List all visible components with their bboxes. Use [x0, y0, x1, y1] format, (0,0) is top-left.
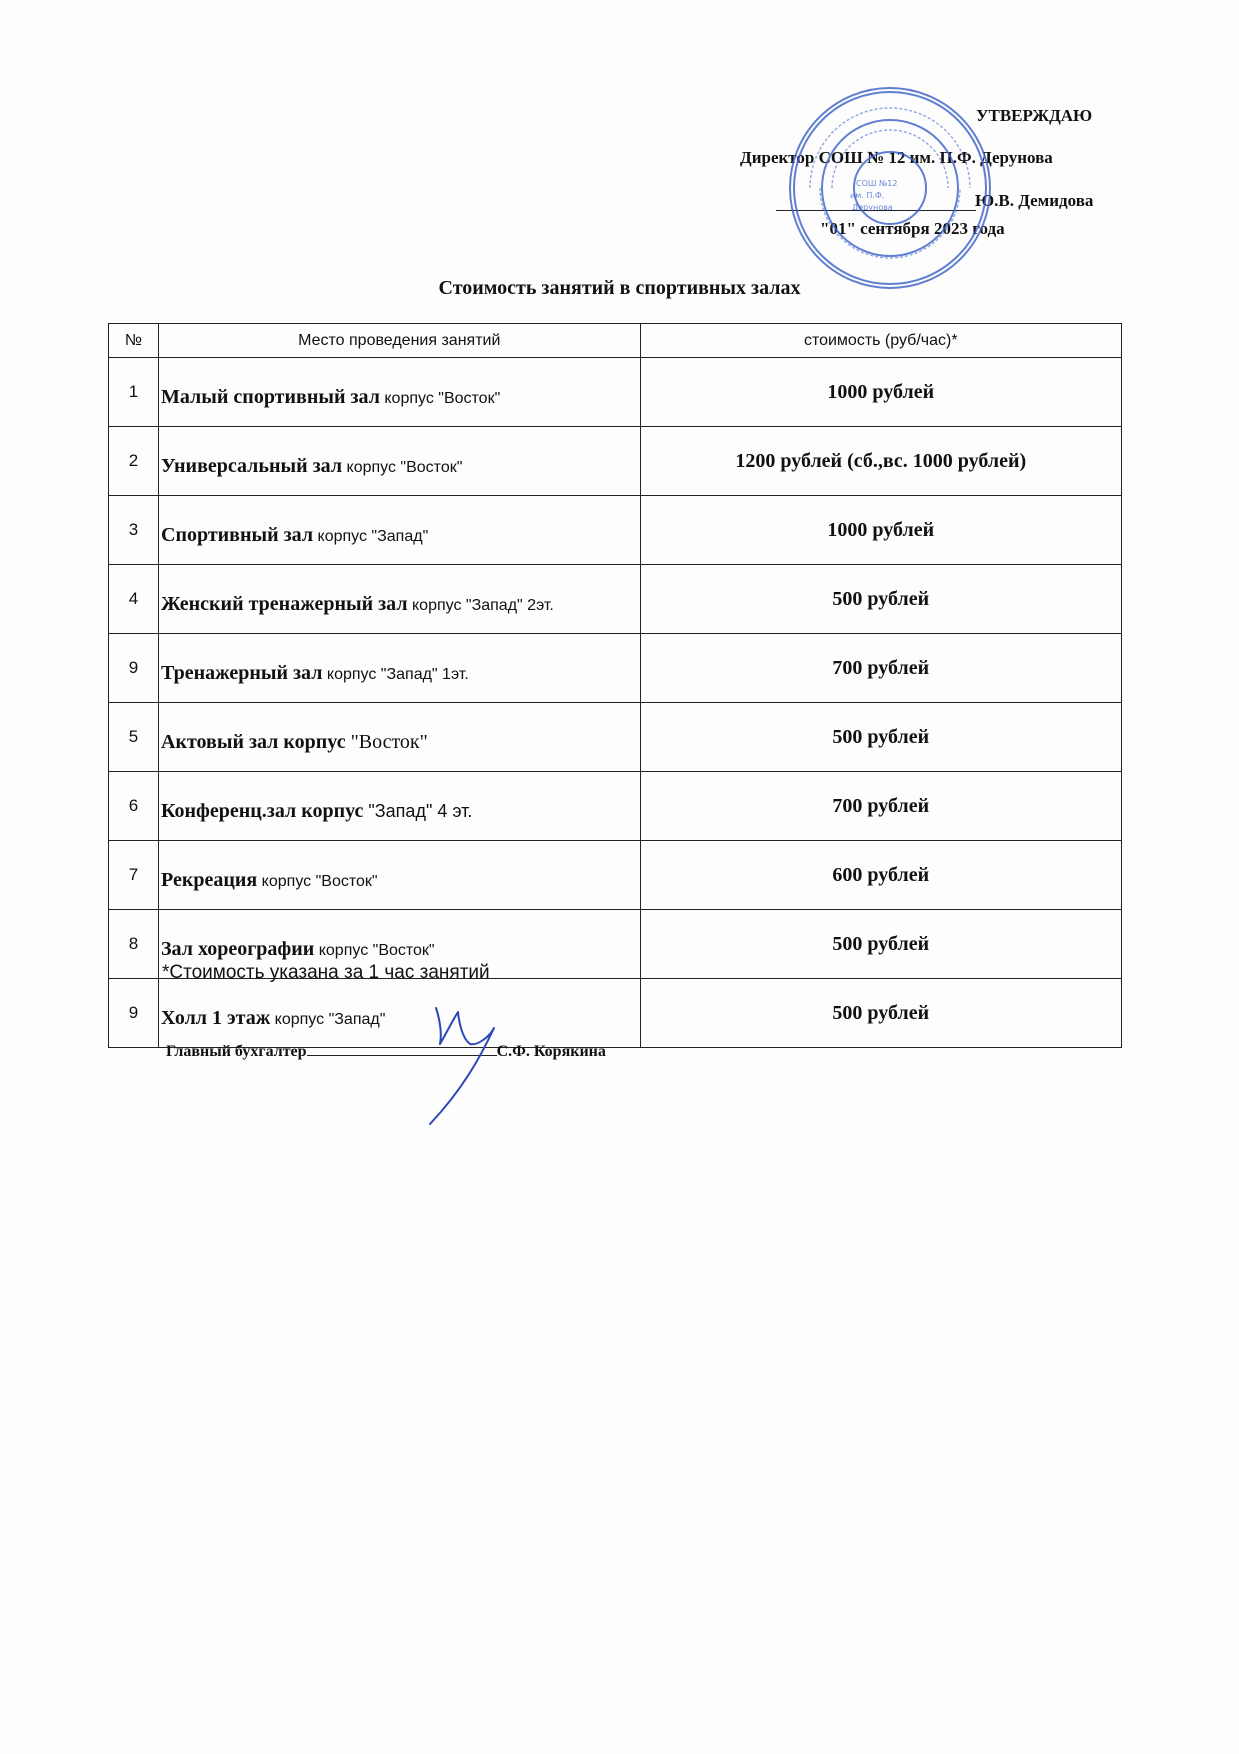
row-num: 7 [109, 841, 159, 910]
header-num: № [109, 324, 159, 358]
row-num: 3 [109, 496, 159, 565]
row-place [159, 703, 641, 772]
row-num: 8 [109, 910, 159, 979]
approval-director: Директор СОШ № 12 им. П.Ф. Дерунова [740, 148, 1053, 167]
row-num: 9 [109, 979, 159, 1048]
header-price: стоимость (руб/час)* [640, 324, 1122, 358]
accountant-name: С.Ф. Корякина [496, 1043, 606, 1060]
place-name: Малый спортивный зал [161, 385, 380, 408]
row-place [159, 634, 641, 703]
table-row [109, 634, 1122, 703]
row-place [159, 979, 641, 1048]
row-price: 500 рублей [640, 703, 1122, 772]
row-place [159, 496, 641, 565]
table-row [109, 703, 1122, 772]
row-place [159, 565, 641, 634]
place-name: Женский тренажерный зал [161, 592, 408, 615]
row-price: 1000 рублей [640, 358, 1122, 427]
row-num: 4 [109, 565, 159, 634]
document-title: Стоимость занятий в спортивных залах [438, 277, 801, 299]
row-price: 1000 рублей [640, 496, 1122, 565]
place-building: "Запад" 4 эт. [363, 800, 473, 821]
place-building: корпус "Восток" [342, 458, 463, 476]
table-row [109, 358, 1122, 427]
approval-date: "01" сентября 2023 года [820, 219, 1005, 238]
table-row [109, 565, 1122, 634]
row-price: 1200 рублей (сб.,вс. 1000 рублей) [640, 427, 1122, 496]
row-num: 6 [109, 772, 159, 841]
row-price: 500 рублей [640, 565, 1122, 634]
place-building: корпус "Запад" [313, 527, 429, 545]
place-name: Рекреация [161, 868, 258, 891]
svg-text:Дерунова: Дерунова [852, 203, 893, 212]
table-row [109, 772, 1122, 841]
place-building: корпус "Запад" 2эт. [407, 596, 554, 614]
approval-name: Ю.В. Демидова [975, 191, 1094, 210]
place-building: "Восток" [345, 730, 428, 753]
table-row [109, 979, 1122, 1048]
row-place [159, 772, 641, 841]
place-name: Конференц.зал корпус [161, 799, 364, 822]
school-stamp [780, 78, 1000, 298]
handwritten-signature [418, 1000, 548, 1130]
place-name: Холл 1 этаж [161, 1006, 271, 1029]
place-building: корпус "Запад" [270, 1010, 386, 1028]
svg-text:СОШ №12: СОШ №12 [856, 179, 898, 188]
price-footnote: *Стоимость указана за 1 час занятий [162, 962, 490, 983]
row-num: 5 [109, 703, 159, 772]
row-price: 700 рублей [640, 634, 1122, 703]
row-num: 2 [109, 427, 159, 496]
place-building: корпус "Запад" 1эт. [322, 665, 469, 683]
row-num: 9 [109, 634, 159, 703]
table-row [109, 427, 1122, 496]
place-building: корпус "Восток" [314, 941, 435, 959]
table-header-row [109, 324, 1122, 358]
place-name: Тренажерный зал [161, 661, 323, 684]
row-place [159, 427, 641, 496]
place-name: Актовый зал корпус [161, 730, 346, 753]
place-name: Универсальный зал [161, 454, 343, 477]
header-place: Место проведения занятий [159, 324, 641, 358]
row-price: 500 рублей [640, 979, 1122, 1048]
table-row [109, 841, 1122, 910]
row-price: 500 рублей [640, 910, 1122, 979]
place-building: корпус "Восток" [257, 872, 378, 890]
row-place [159, 841, 641, 910]
accountant-role: Главный бухгалтер [166, 1043, 307, 1060]
row-price: 700 рублей [640, 772, 1122, 841]
row-place [159, 358, 641, 427]
table-row [109, 496, 1122, 565]
approval-title: УТВЕРЖДАЮ [976, 106, 1093, 125]
row-num: 1 [109, 358, 159, 427]
place-name: Спортивный зал [161, 523, 314, 546]
place-building: корпус "Восток" [379, 389, 501, 407]
price-table [108, 323, 1122, 1048]
svg-text:им. П.Ф.: им. П.Ф. [850, 191, 885, 200]
row-price: 600 рублей [640, 841, 1122, 910]
place-name: Зал хореографии [161, 937, 315, 960]
